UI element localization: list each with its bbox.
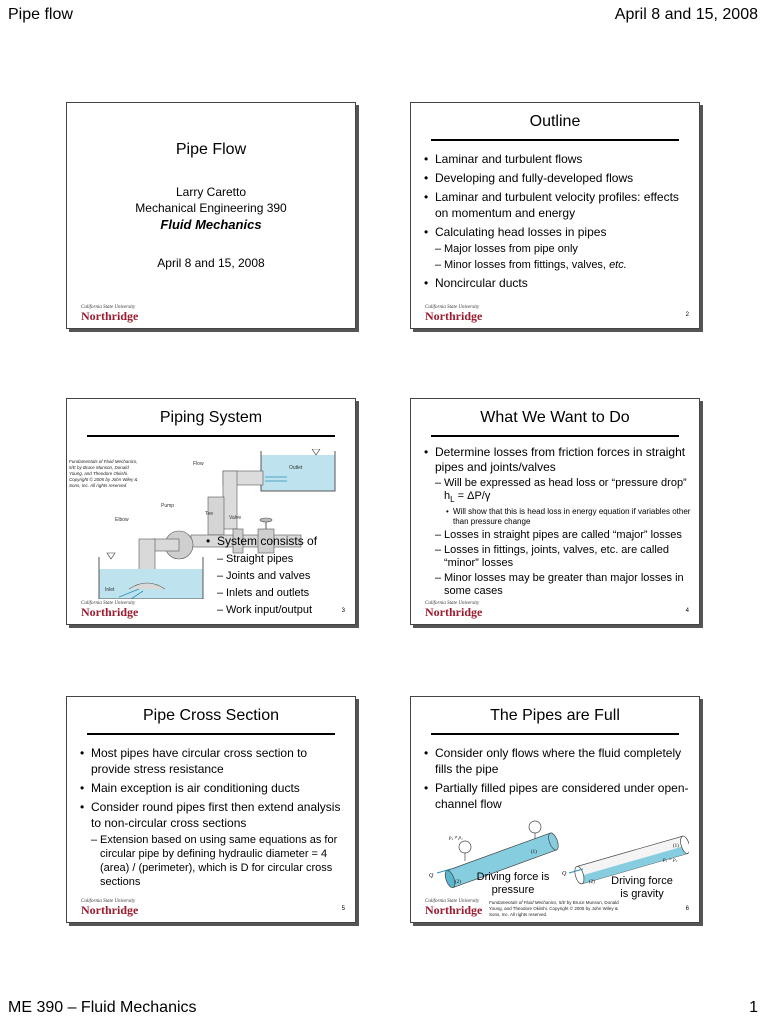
driving-force-pressure: Driving force is pressure <box>476 871 550 896</box>
pump-label: Pump <box>161 503 175 509</box>
slide-title: The Pipes are Full <box>490 707 620 724</box>
slide-title: Piping System <box>159 409 263 426</box>
bullet: • Partially filled pipes are considered under open-channel flow <box>421 780 691 812</box>
figure-credit: Fundamentals of Fluid Mechanics, 5/E by Bruce Munson, Donald Young, and Theodore Okiishi. Copyright © 2005 by John Wiley & Sons, Inc. All rights reserved. <box>489 900 619 917</box>
university-logo: California State University Northridge <box>425 899 483 917</box>
bullet: • Noncircular ducts <box>421 275 691 291</box>
slide-6-pipes-full <box>410 696 700 923</box>
tee-label: Tee <box>205 511 214 517</box>
sub-bullet: – Straight pipes <box>217 551 347 567</box>
bullet: • Calculating head losses in pipes – Major losses from pipe only – Minor losses from fittings, valves, etc. <box>421 224 691 272</box>
sub-sub-bullet: • Will show that this is head loss in energy equation if variables other than pressure change <box>444 507 691 527</box>
sub-bullet: – Extension based on using same equations as for circular pipe by defining hydraulic diameter = 4 (area) / (perimeter), which is D for circular cross sections <box>91 833 347 889</box>
slide-4-what-we-want <box>410 398 700 625</box>
slide-number: 2 <box>685 312 689 318</box>
university-logo: California State University Northridge <box>81 899 139 917</box>
bullet: • Consider round pipes first then extend analysis to non-circular cross sections – Extension based on using same equations as for circular pipe by defining hydraulic diameter = 4 (area) / (perimeter), which is D for circular cross sections <box>77 799 347 889</box>
title-rule <box>431 733 679 735</box>
sub-bullet: – Minor losses from fittings, valves, etc. <box>435 258 691 272</box>
bullet: • System consists of – Straight pipes – Joints and valves – Inlets and outlets – Work input/output <box>203 533 347 618</box>
q-label-2: Q <box>562 871 567 877</box>
bullet: • Consider only flows where the fluid completely fills the pipe <box>421 745 691 777</box>
title-rule <box>87 435 335 437</box>
bullet: • Main exception is air conditioning ducts <box>77 780 347 796</box>
bullet: • Laminar and turbulent velocity profiles: effects on momentum and energy <box>421 189 691 221</box>
station-2-label-b: (2) <box>589 880 595 885</box>
university-logo: California State University Northridge <box>425 601 483 619</box>
page-footer-course: ME 390 – Fluid Mechanics <box>8 999 197 1016</box>
flow-label: Flow <box>193 461 204 467</box>
page-number: 1 <box>749 999 758 1016</box>
university-logo: California State University Northridge <box>81 305 139 323</box>
figure-credit: Fundamentals of Fluid Mechanics, 5/E by Bruce Munson, Donald Young, and Theodore Okiishi. Copyright © 2005 by John Wiley & Sons, Inc. All rights reserved. <box>69 459 138 488</box>
sub-bullet: – Losses in fittings, joints, valves, etc. are called “minor” losses <box>435 544 691 570</box>
author: Larry Caretto <box>175 185 247 199</box>
station-2-label: (2) <box>455 880 461 885</box>
title-rule <box>431 435 679 437</box>
title-rule <box>431 139 679 141</box>
bullet: • Most pipes have circular cross section to provide stress resistance <box>77 745 347 777</box>
sub-bullet: – Joints and valves <box>217 568 347 584</box>
slide-number: 5 <box>341 906 345 912</box>
university-logo: California State University Northridge <box>425 305 483 323</box>
slide-title: Pipe Cross Section <box>142 707 280 724</box>
bullet: • Developing and fully-developed flows <box>421 170 691 186</box>
date: April 8 and 15, 2008 <box>157 256 265 270</box>
slide-5-pipe-cross-section <box>66 696 356 923</box>
sub-bullet: – Minor losses may be greater than major losses in some cases <box>435 572 691 598</box>
slide-2-outline <box>410 102 700 329</box>
driving-force-gravity: Driving force is gravity <box>611 875 673 900</box>
page-header-date: April 8 and 15, 2008 <box>614 6 758 23</box>
elbow-label: Elbow <box>115 517 129 523</box>
bullet: • Determine losses from friction forces in straight pipes and joints/valves – Will be expressed as head loss or “pressure drop” $h_L = \Delta P/\gamma$ • Will show that this is head loss in energy equation if variables other than pressure change – Losses in straight pipes are called “major” losses – Losses in fittings, joints, valves, etc. are called “minor” losses – Minor losses may be greater than major losses in some cases <box>421 445 691 598</box>
q-label-1: Q <box>429 873 434 879</box>
page-header-title: Pipe flow <box>8 6 73 23</box>
pressure-label: p₂ ≠ p₁ <box>449 836 463 841</box>
slide-title: What We Want to Do <box>480 409 630 426</box>
university-logo: California State University Northridge <box>81 601 139 619</box>
bullet: • Laminar and turbulent flows <box>421 151 691 167</box>
slide-number: 4 <box>685 608 689 614</box>
slide-number: 6 <box>685 906 689 912</box>
title-rule <box>87 733 335 735</box>
sub-bullet: – Losses in straight pipes are called “major” losses <box>435 529 691 542</box>
sub-bullet: – Work input/output <box>217 602 347 618</box>
station-1-label: (1) <box>531 850 537 855</box>
course: Mechanical Engineering 390 <box>135 201 287 215</box>
outlet-label: Outlet <box>289 465 303 471</box>
sub-bullet: – Major losses from pipe only <box>435 242 691 256</box>
sub-bullet: – Will be expressed as head loss or “pressure drop” $h_L = \Delta P/\gamma$ • Will show that this is head loss in energy equation if variables other than pressure change <box>435 477 691 527</box>
subject: Fluid Mechanics <box>160 217 262 232</box>
slide-title: Outline <box>529 113 581 130</box>
sub-bullet: – Inlets and outlets <box>217 585 347 601</box>
slide-1-title <box>66 102 356 329</box>
slide-title: Pipe Flow <box>175 141 247 158</box>
inlet-label: Inlet <box>105 587 115 593</box>
valve-label: Valve <box>229 515 242 521</box>
pressure-equal-label: p₁ = p₂ <box>663 858 678 863</box>
slide-number: 3 <box>341 608 345 614</box>
station-1-label-b: (1) <box>673 844 679 849</box>
slide-3-piping-system <box>66 398 356 625</box>
